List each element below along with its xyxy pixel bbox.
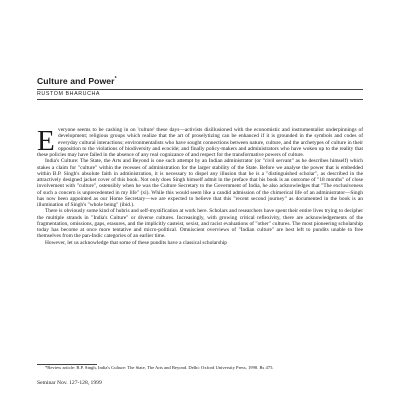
body-paragraph: India's Culture: The State, the Arts and Beyond is one such attempt by an Indian administrator (or "civil servant" as he describes himself) which stakes a claim for "culture" within the recesses of administration for the larger stability of the State. Before we analyse the power that is embedded within B.P. Singh's absolute faith in administration, it is necessary to dispel any illusion that he is a "distinguished scholar", as described in the attractively designed jacket cover of this book. Not only does Singh himself admit in the preface that his book is an outcome of "18 months" of close involvement with "culture", ostensibly when he was the Culture Secretary to the Government of India, he also acknowledges that "The exclusiveness of such a concern is unprecedented in my life" (xi). While this would seem like a candid admission of the chimerical life of an administrator—Singh has now been appointed as our Home Secretary—we are expected to believe that this "recent second journey" as documented in the book is an illumination of Singh's "whole being" (ibid.). <box>37 158 363 208</box>
journal-citation <box>37 380 102 386</box>
body-paragraph: There is obviously some kind of hubris and self-mystification at work here. Scholars and researchers have spent their entire lives trying to decipher the multiple strands in "India's Culture" or diverse cultures. Increasingly, with growing critical reflexivity, there are acknowledgements of the fragmentation, omissions, gaps, erasures, and the implicitly casteist, sexist, and racist evaluations of "other" cultures. The most pioneering scholarship today has become at once more tentative and micro-political. Omniscient overviews of "Indian culture" are best left to pundits unable to free themselves from the pan-Indic categories of an earlier time. <box>37 208 363 240</box>
footnote <box>37 365 363 371</box>
body-paragraph: veryone seems to be cashing in on 'culture' these days—activists disillusioned with the economistic and instrumentalist underpinnings of development; religious groups which realize that the art of proselytizing can be enhanced if it is grounded in the symbols and codes of everyday cultural interactions; environmentalists who have sought connections between nature, culture, and the archetypes of culture in their opposition to the violations of biodiversity and ecocide; and finally policy-makers and administrators who have woken up to the reality that these policies may have failed in the absence of any real cognizance of and respect for the transformative powers of culture. <box>37 127 363 158</box>
title-footnote-marker: * <box>114 76 117 82</box>
author-name: RUSTOM BHARUCHA <box>37 91 101 97</box>
article-body <box>37 127 363 246</box>
journal-name: Seminar Nov. 127-128, 1999 <box>37 380 102 386</box>
author-rule <box>37 99 363 100</box>
article-page <box>37 0 363 400</box>
article-title-line <box>37 76 117 86</box>
article-title: Culture and Power <box>37 76 115 86</box>
drop-cap: E <box>37 125 55 157</box>
footnote-text: *Review article: B.P. Singh, India's Culture: The State, The Arts and Beyond. Delhi: Oxford University Press, 1998. Rs 475. <box>45 365 274 370</box>
body-paragraph: However, let us acknowledge that some of these pundits have a classical scholarship <box>45 239 227 246</box>
title-rule <box>37 89 363 90</box>
